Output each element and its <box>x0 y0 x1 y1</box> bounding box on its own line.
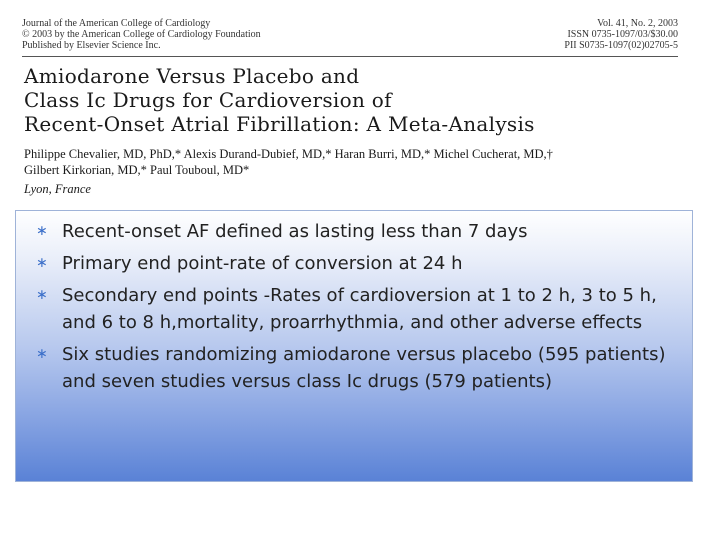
author-location: Lyon, France <box>24 182 91 196</box>
journal-pii: PII S0735-1097(02)02705-5 <box>564 40 678 51</box>
bullet-item <box>36 282 686 336</box>
header-divider <box>22 56 678 57</box>
bullet-list <box>36 218 686 400</box>
asterisk-bullet-icon: ∗ <box>36 255 48 271</box>
journal-header-left <box>22 18 261 51</box>
journal-header-right <box>564 18 678 51</box>
journal-volume: Vol. 41, No. 2, 2003 <box>597 18 678 29</box>
bullet-text: Primary end point-rate of conversion at 24 h <box>62 253 463 274</box>
journal-issn: ISSN 0735-1097/03/$30.00 <box>567 29 678 40</box>
bullet-text: Recent-onset AF defined as lasting less than 7 days <box>62 221 528 242</box>
paper-title-line: Class Ic Drugs for Cardioversion of <box>24 88 392 112</box>
bullet-item <box>36 218 686 245</box>
asterisk-bullet-icon: ∗ <box>36 346 48 362</box>
journal-header <box>22 18 678 54</box>
paper-title-line: Amiodarone Versus Placebo and <box>24 64 360 88</box>
asterisk-bullet-icon: ∗ <box>36 223 48 239</box>
paper-authors <box>24 146 704 178</box>
journal-publisher: Published by Elsevier Science Inc. <box>22 40 161 51</box>
journal-name: Journal of the American College of Cardiology <box>22 18 211 29</box>
bullet-item <box>36 250 686 277</box>
journal-copyright: © 2003 by the American College of Cardiology Foundation <box>22 29 261 40</box>
author-line: Gilbert Kirkorian, MD,* Paul Touboul, MD* <box>24 163 250 177</box>
author-line: Philippe Chevalier, MD, PhD,* Alexis Durand-Dubief, MD,* Haran Burri, MD,* Michel Cucherat, MD,† <box>24 147 553 161</box>
bullet-item <box>36 341 686 395</box>
bullet-text: Secondary end points -Rates of cardioversion at 1 to 2 h, 3 to 5 h, and 6 to 8 h,mortality, proarrhythmia, and other adverse effects <box>62 285 657 333</box>
paper-title-line: Recent-Onset Atrial Fibrillation: A Meta-Analysis <box>24 112 535 136</box>
bullet-text: Six studies randomizing amiodarone versus placebo (595 patients) and seven studies versus class Ic drugs (579 patients) <box>62 344 666 392</box>
paper-title <box>24 64 684 136</box>
asterisk-bullet-icon: ∗ <box>36 287 48 303</box>
bullet-panel <box>15 210 693 482</box>
